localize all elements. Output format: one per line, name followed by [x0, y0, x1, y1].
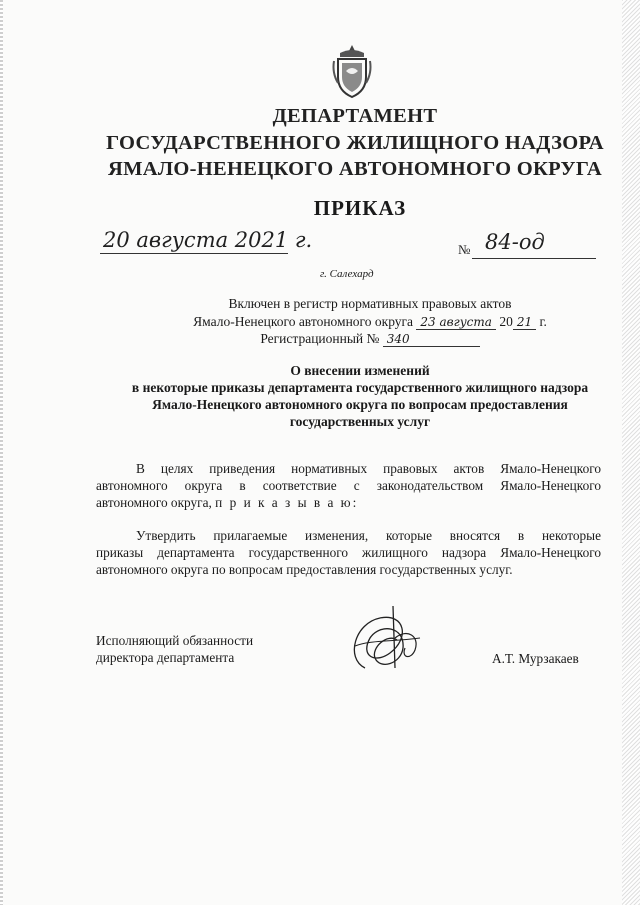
- registration-line3: [120, 331, 620, 347]
- subject-line3: Ямало-Ненецкого автономного округа по вопросам предоставления: [152, 397, 568, 412]
- decision-line3: автономного округа по вопросам предоставления государственных услуг.: [96, 562, 513, 577]
- registration-line1: Включен в регистр нормативных правовых актов: [228, 296, 512, 311]
- decision-line2: приказы департамента государственного жилищного надзора Ямало-Ненецкого: [96, 545, 601, 560]
- signatory-position-line1: Исполняющий обязанности: [96, 633, 254, 648]
- subject-line2: в некоторые приказы департамента государственного жилищного надзора: [131, 380, 589, 395]
- department-title-line3: ЯМАЛО-НЕНЕЦКОГО АВТОНОМНОГО ОКРУГА: [107, 158, 603, 180]
- registration-number-handwritten: 340: [383, 332, 480, 347]
- registration-year-handwritten: 21: [513, 315, 536, 330]
- preamble-line1: В целях приведения нормативных правовых актов Ямало-Ненецкого: [136, 461, 601, 476]
- order-title: ПРИКАЗ: [313, 196, 407, 220]
- preamble-paragraph: [96, 460, 601, 511]
- registration-number-label: Регистрационный №: [260, 331, 380, 346]
- registration-date-handwritten: 23 августа: [416, 315, 496, 330]
- preamble-line2: автономного округа в соответствие с законодательством Ямало-Ненецкого: [96, 478, 601, 493]
- handwritten-signature: [335, 598, 435, 688]
- registration-year-prefix: 20: [499, 314, 513, 329]
- signatory-name: А.Т. Мурзакаев: [492, 651, 579, 666]
- order-number-handwritten: 84-од: [485, 230, 545, 254]
- preamble-line3: [96, 494, 601, 511]
- order-number-label: №: [458, 242, 471, 257]
- date-underline: [100, 253, 288, 254]
- department-title-line2: ГОСУДАРСТВЕННОГО ЖИЛИЩНОГО НАДЗОРА: [106, 132, 604, 154]
- signatory-position-line2: директора департамента: [96, 650, 235, 665]
- decision-line1: Утвердить прилагаемые изменения, которые вносятся в некоторые: [136, 528, 601, 543]
- order-date-handwritten: 20 августа 2021 г.: [103, 228, 313, 252]
- coat-of-arms-icon: [330, 43, 374, 99]
- registration-year-suffix: г.: [539, 314, 547, 329]
- preamble-line3-text: автономного округа,: [96, 495, 212, 510]
- decision-paragraph: [96, 527, 601, 578]
- registration-region: Ямало-Ненецкого автономного округа: [193, 314, 414, 329]
- scan-edge-left: [0, 0, 3, 905]
- signatory-position: [96, 632, 253, 666]
- number-underline: [472, 258, 596, 259]
- city: г. Салехард: [320, 268, 374, 280]
- department-title-line1: ДЕПАРТАМЕНТ: [272, 105, 438, 127]
- subject-line1: О внесении изменений: [290, 363, 430, 378]
- registration-line2: [120, 314, 620, 330]
- order-directive: п р и к а з ы в а ю:: [215, 495, 359, 510]
- subject-line4: государственных услуг: [289, 414, 431, 429]
